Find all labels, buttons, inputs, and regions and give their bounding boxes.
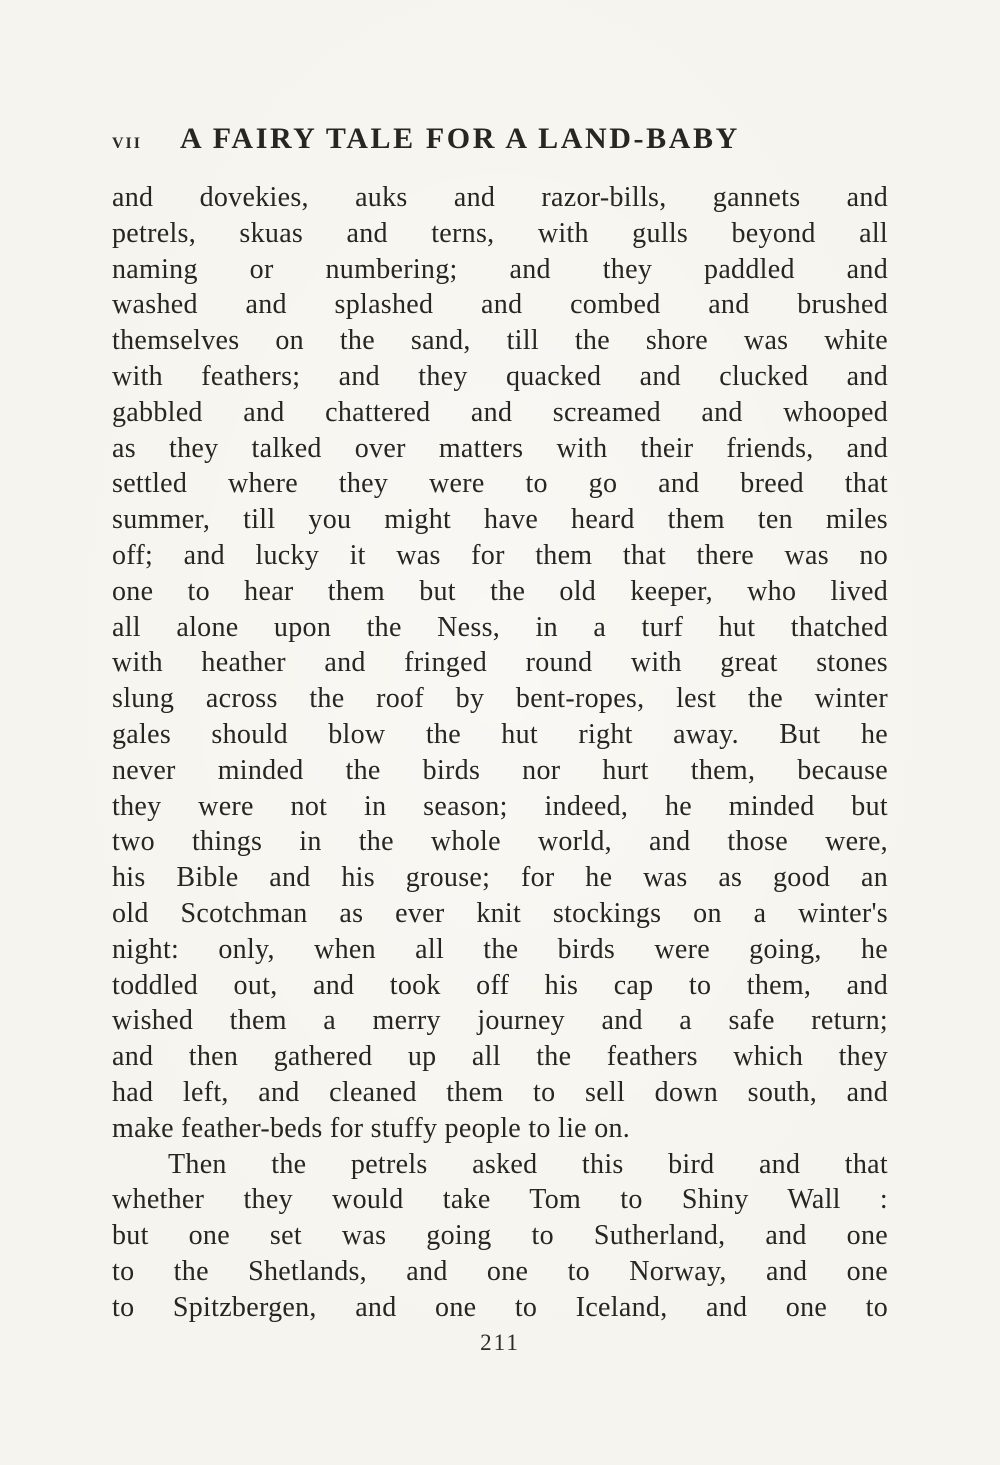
text-line: wished them a merry journey and a safe return; <box>112 1005 888 1037</box>
text-line: but one set was going to Sutherland, and one <box>112 1220 888 1252</box>
text-line: with heather and fringed round with great stones <box>112 647 888 679</box>
page-content <box>112 122 888 1356</box>
text-line: as they talked over matters with their friends, and <box>112 432 888 464</box>
text-line: Then the petrels asked this bird and that <box>168 1148 888 1180</box>
body-text <box>112 180 888 1326</box>
text-line: slung across the roof by bent-ropes, lest the winter <box>112 683 888 715</box>
text-line: settled where they were to go and breed that <box>112 468 888 500</box>
text-line: petrels, skuas and terns, with gulls beyond all <box>112 217 888 249</box>
text-line: naming or numbering; and they paddled and <box>112 253 888 285</box>
text-line: and dovekies, auks and razor-bills, gannets and <box>112 182 888 213</box>
text-line: make feather-beds for stuffy people to lie on. <box>112 1112 631 1144</box>
text-line: one to hear them but the old keeper, who lived <box>112 575 888 607</box>
text-line: had left, and cleaned them to sell down south, and <box>112 1076 888 1108</box>
text-line: summer, till you might have heard them ten miles <box>112 504 888 536</box>
text-line: toddled out, and took off his cap to them, and <box>112 969 888 1001</box>
text-line: to the Shetlands, and one to Norway, and one <box>112 1255 888 1287</box>
text-line: night: only, when all the birds were going, he <box>112 933 888 965</box>
text-line: with feathers; and they quacked and clucked and <box>112 360 888 392</box>
text-line: themselves on the sand, till the shore was white <box>112 325 888 357</box>
text-line: whether they would take Tom to Shiny Wall : <box>112 1184 888 1216</box>
text-line: and then gathered up all the feathers which they <box>112 1041 888 1073</box>
running-head <box>112 122 888 156</box>
text-line: never minded the birds nor hurt them, because <box>112 754 888 786</box>
text-line: gales should blow the hut right away. But he <box>112 718 888 750</box>
chapter-numeral: vii <box>112 128 143 153</box>
chapter-title: A FAIRY TALE FOR A LAND-BABY <box>180 122 740 155</box>
text-line: to Spitzbergen, and one to Iceland, and one to <box>112 1291 888 1323</box>
text-line: two things in the whole world, and those were, <box>112 826 888 858</box>
text-line: old Scotchman as ever knit stockings on a winter's <box>112 897 888 929</box>
text-line: they were not in season; indeed, he minded but <box>112 790 888 822</box>
text-line: his Bible and his grouse; for he was as good an <box>112 862 888 894</box>
text-line: all alone upon the Ness, in a turf hut thatched <box>112 611 888 643</box>
text-line: washed and splashed and combed and brushed <box>112 289 888 321</box>
text-line: off; and lucky it was for them that there was no <box>112 539 888 571</box>
text-line: gabbled and chattered and screamed and whooped <box>112 396 888 428</box>
page-number: 211 <box>480 1329 520 1355</box>
